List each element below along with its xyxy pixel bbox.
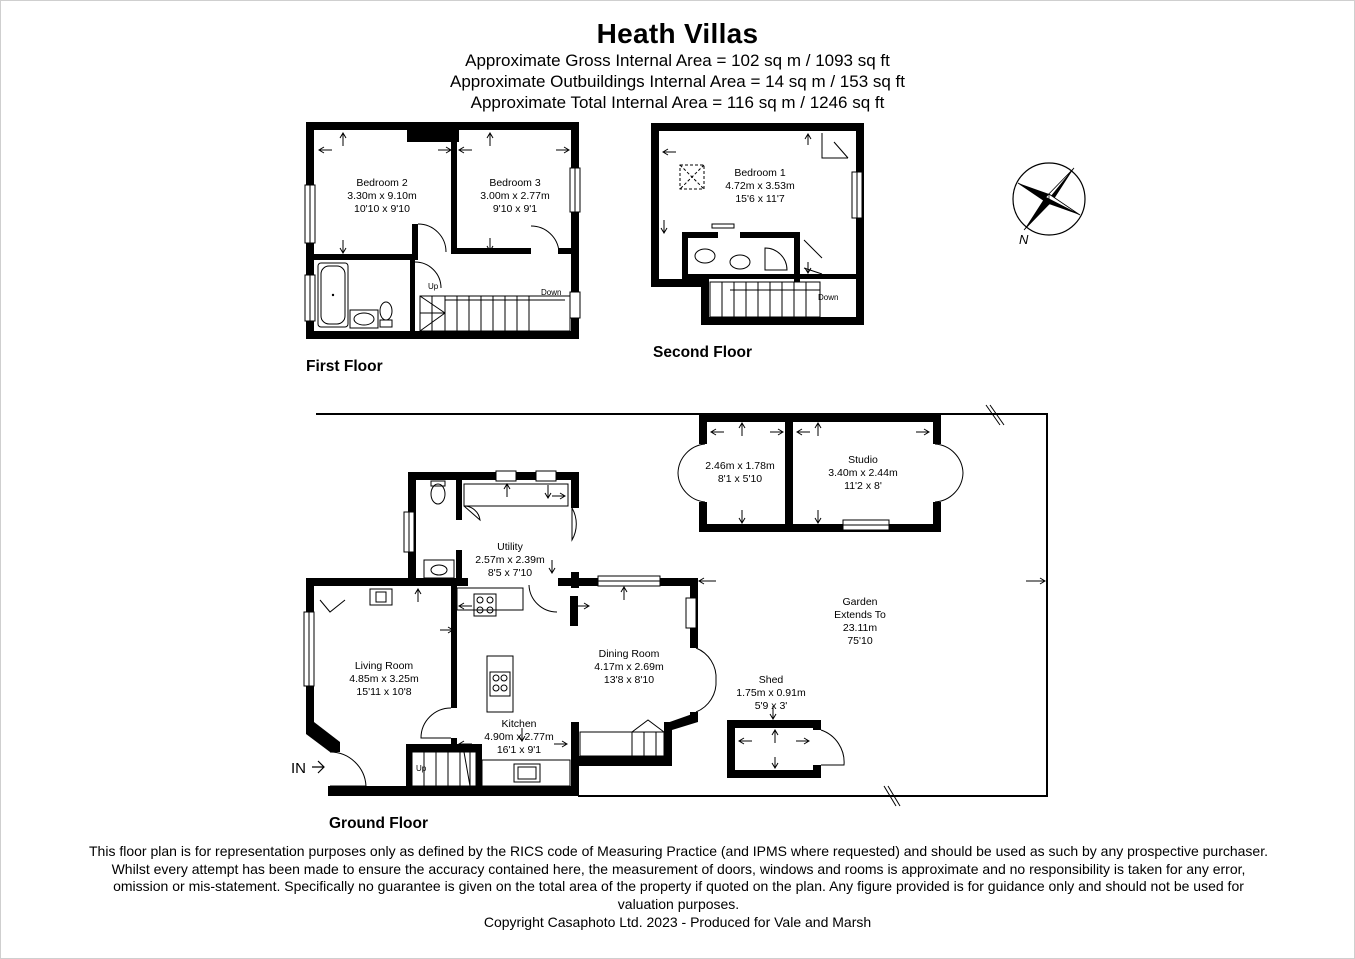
- living-room-metric: 4.85m x 3.25m: [349, 673, 419, 685]
- garden-label: Garden: [842, 596, 878, 608]
- dining-room-metric: 4.17m x 2.69m: [594, 661, 664, 673]
- second-floor-label: Second Floor: [653, 344, 753, 361]
- total-area: Approximate Total Internal Area = 116 sq m / 1246 sq ft: [470, 93, 885, 112]
- ground-floor-stairs-up: Up: [416, 764, 427, 773]
- copyright-text: Copyright Casaphoto Ltd. 2023 - Produced for Vale and Marsh: [483, 914, 872, 930]
- first-floor-plan: [305, 122, 580, 375]
- kitchen-metric: 4.90m x 2.77m: [484, 731, 554, 743]
- living-room-name: Living Room: [354, 660, 414, 672]
- second-floor-plan: [651, 123, 864, 361]
- kitchen-imperial: 16'1 x 9'1: [496, 744, 542, 756]
- dining-room-imperial: 13'8 x 8'10: [603, 674, 655, 686]
- shed-name: Shed: [758, 674, 784, 686]
- first-floor-label: First Floor: [306, 358, 383, 375]
- studio-metric: 3.40m x 2.44m: [828, 467, 898, 479]
- entrance-label: IN: [291, 760, 306, 777]
- outbuilding-metric: 2.46m x 1.78m: [705, 460, 775, 472]
- garden-extends-label: Extends To: [834, 609, 886, 621]
- bedroom-3-imperial: 9'10 x 9'1: [492, 203, 538, 215]
- bedroom-2-name: Bedroom 2: [356, 177, 408, 189]
- first-floor-stairs-down: Down: [541, 288, 562, 297]
- shed-metric: 1.75m x 0.91m: [736, 687, 806, 699]
- bedroom-3-metric: 3.00m x 2.77m: [480, 190, 550, 202]
- ground-floor-plan: [291, 405, 1048, 832]
- outbuildings-area: Approximate Outbuildings Internal Area = 14 sq m / 153 sq ft: [449, 72, 905, 91]
- compass-north-label: N: [1019, 232, 1029, 247]
- bedroom-1-metric: 4.72m x 3.53m: [725, 180, 795, 192]
- compass-icon: [1013, 163, 1085, 247]
- first-floor-stairs-up: Up: [428, 282, 439, 291]
- bedroom-3-name: Bedroom 3: [489, 177, 541, 189]
- utility-imperial: 8'5 x 7'10: [487, 567, 533, 579]
- garden-imperial: 75'10: [847, 635, 873, 647]
- ground-floor-label: Ground Floor: [329, 815, 429, 832]
- studio-name: Studio: [848, 454, 878, 466]
- bedroom-2-imperial: 10'10 x 9'10: [354, 203, 410, 215]
- plan-title: Heath Villas: [596, 18, 759, 49]
- disclaimer-text: This floor plan is for representation purposes only as defined by the RICS code of Measuring Practice (and IPMS where requested) and should be used as such by any prospective purchaser. Whilst every attempt has been made to ensure the accuracy contained here, the measurement of doors, windows and rooms is approximate and no responsibility is taken for any error, omission or mis-statement. Specifically no guarantee is given on the total area of the property if quoted on the plan. Any figure provided is for guidance only and should not be used for valuation purposes.: [89, 843, 1268, 912]
- kitchen-name: Kitchen: [501, 718, 537, 730]
- living-room-imperial: 15'11 x 10'8: [356, 686, 412, 698]
- outbuilding-imperial: 8'1 x 5'10: [717, 473, 763, 485]
- bedroom-2-metric: 3.30m x 9.10m: [347, 190, 417, 202]
- gross-area: Approximate Gross Internal Area = 102 sq m / 1093 sq ft: [465, 51, 890, 70]
- utility-metric: 2.57m x 2.39m: [475, 554, 545, 566]
- utility-name: Utility: [497, 541, 523, 553]
- second-floor-stairs-down: Down: [818, 293, 839, 302]
- studio-imperial: 11'2 x 8': [844, 480, 882, 492]
- garden-metric: 23.11m: [842, 622, 878, 634]
- dining-room-name: Dining Room: [598, 648, 660, 660]
- bedroom-1-name: Bedroom 1: [734, 167, 786, 179]
- bedroom-1-imperial: 15'6 x 11'7: [735, 193, 785, 205]
- shed-imperial: 5'9 x 3': [754, 700, 788, 712]
